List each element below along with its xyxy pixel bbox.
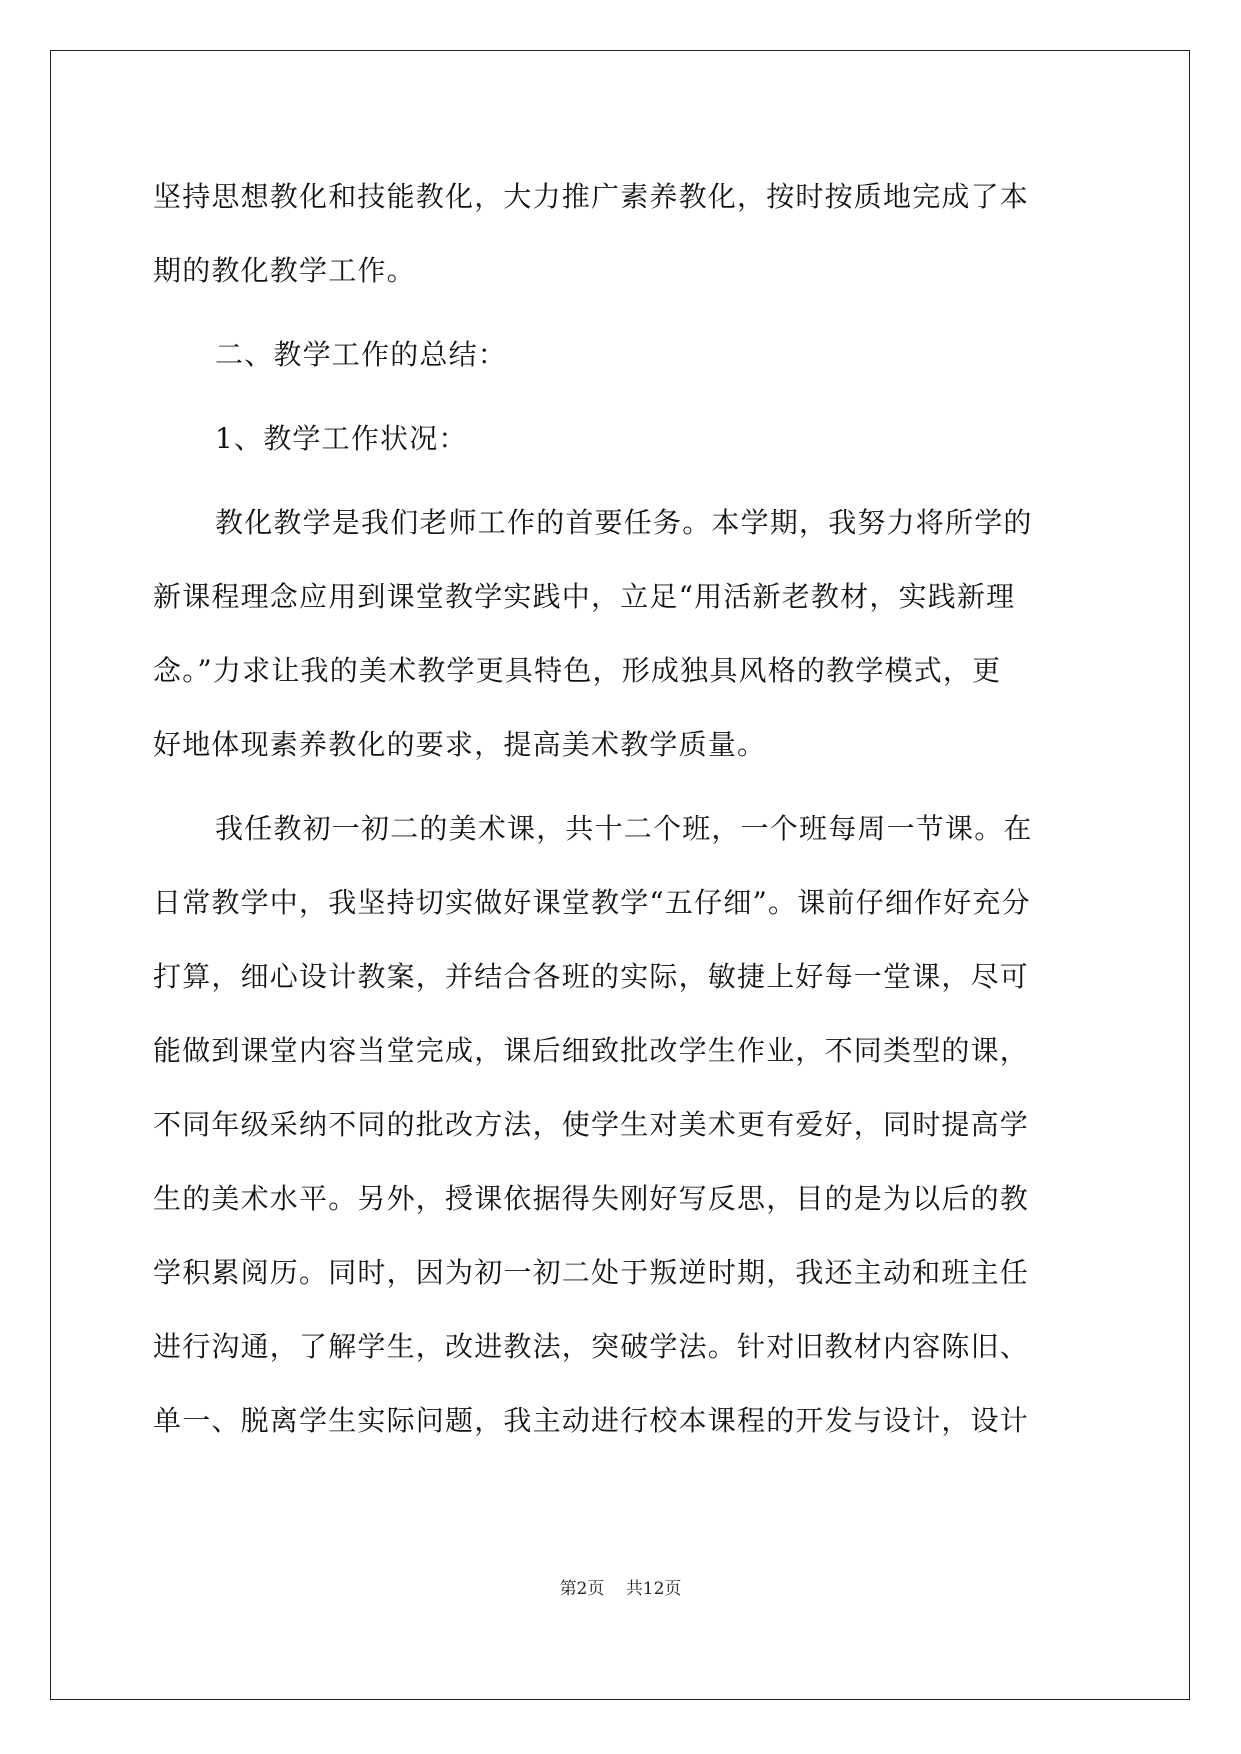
body-line: 念。”力求让我的美术教学更具特色，形成独具风格的教学模式，更 [153,654,1002,687]
page-total: 共12页 [625,1579,682,1599]
body-line: 学积累阅历。同时，因为初一初二处于叛逆时期，我还主动和班主任 [153,1256,1030,1289]
section-heading: 二、教学工作的总结： [215,338,508,371]
body-line: 新课程理念应用到课堂教学实践中，立足“用活新老教材，实践新理 [153,580,1016,613]
subsection-heading: 1、教学工作状况： [215,422,468,455]
body-line: 能做到课堂内容当堂完成，课后细致批改学生作业，不同类型的课， [153,1034,1030,1067]
paragraph-start: 教化教学是我们老师工作的首要任务。本学期，我努力将所学的 [215,506,1033,539]
body-line: 单一、脱离学生实际问题，我主动进行校本课程的开发与设计，设计 [153,1404,1030,1437]
body-line: 坚持思想教化和技能教化，大力推广素养教化，按时按质地完成了本 [153,180,1030,213]
document-body [153,160,1089,1458]
body-line: 进行沟通，了解学生，改进教法，突破学法。针对旧教材内容陈旧、 [153,1330,1030,1363]
body-line: 日常教学中，我坚持切实做好课堂教学“五仔细”。课前仔细作好充分 [153,886,1031,919]
paragraph-start: 我任教初一初二的美术课，共十二个班，一个班每周一节课。在 [215,812,1033,845]
body-line: 好地体现素养教化的要求，提高美术教学质量。 [153,728,767,761]
page-number [0,1574,1241,1599]
body-line: 打算，细心设计教案，并结合各班的实际，敏捷上好每一堂课，尽可 [153,960,1030,993]
body-line: 期的教化教学工作。 [153,254,416,287]
body-line: 生的美术水平。另外，授课依据得失刚好写反思，目的是为以后的教 [153,1182,1030,1215]
page-current: 第2页 [559,1579,605,1599]
body-line: 不同年级采纳不同的批改方法，使学生对美术更有爱好，同时提高学 [153,1108,1030,1141]
